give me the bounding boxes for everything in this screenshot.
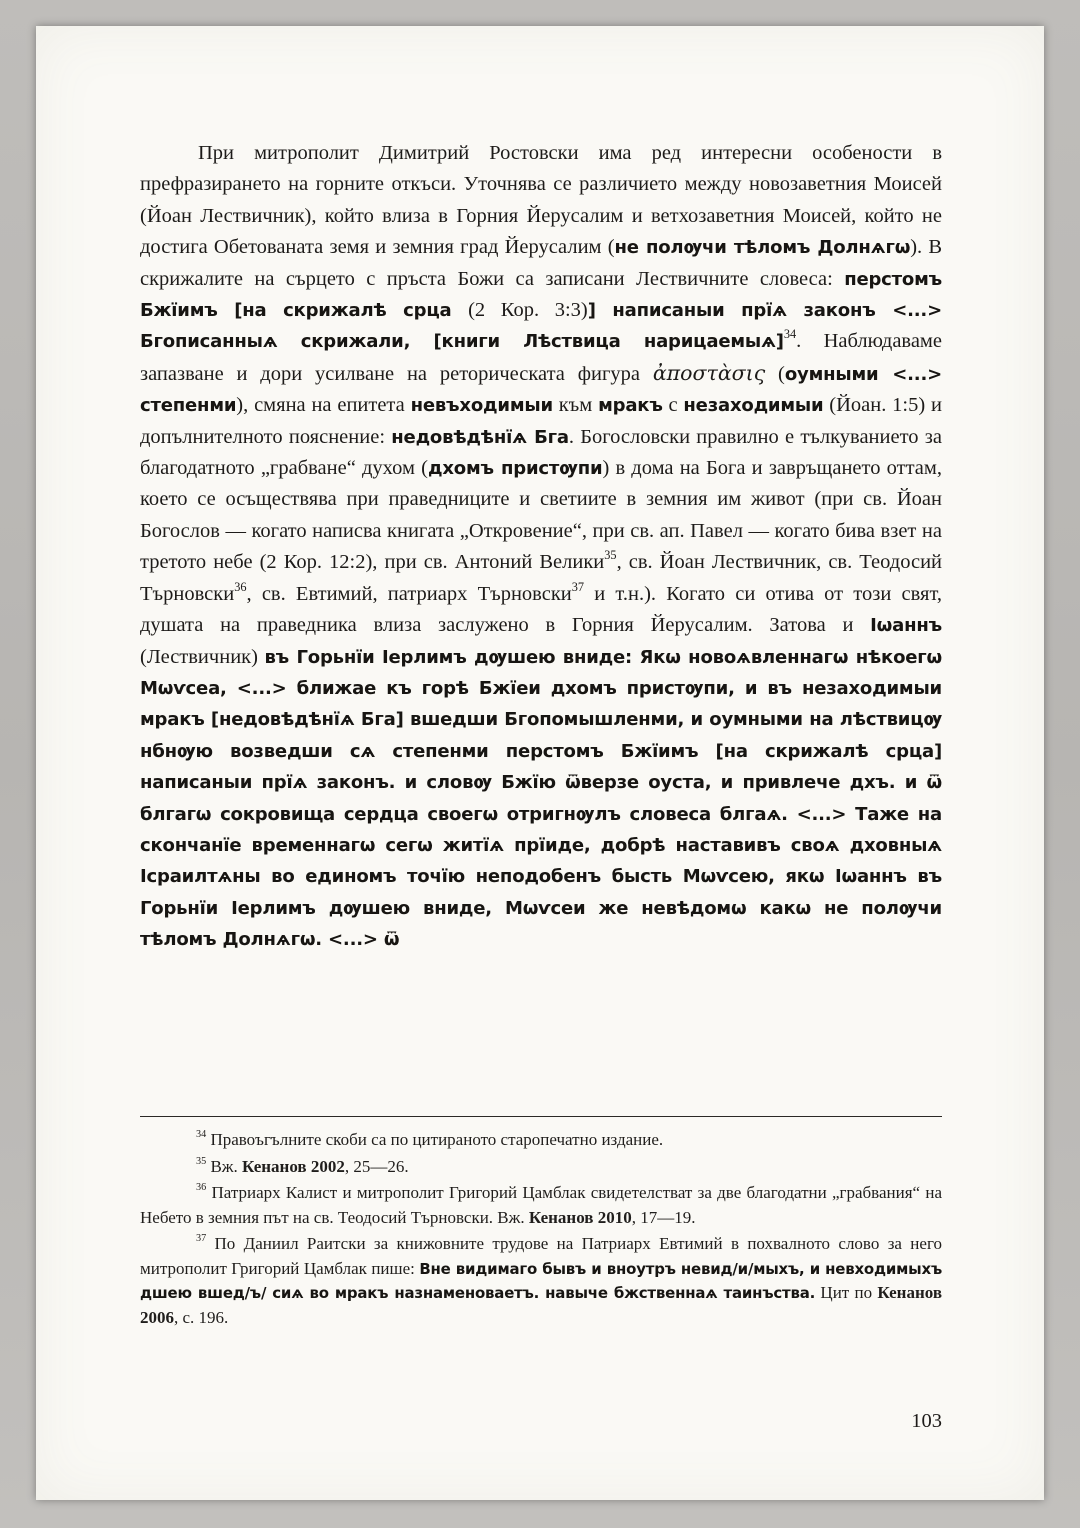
text-segment-greek: ἀποστὰσις	[652, 360, 766, 385]
footnote-ref: 37	[571, 579, 585, 594]
text-segment-cs: оумными <...> степенми	[140, 363, 943, 417]
text-segment-normal: Патриарх Калист и митрополит Григорий Цамблак свидетелстват за две благодатни „грабвания“ на Небето в земния път на св. Теодосий Търновски. Вж.	[140, 1183, 942, 1227]
body-paragraph	[140, 138, 942, 956]
footnote-ref: 35	[196, 1155, 207, 1167]
footnote-34	[140, 1128, 942, 1153]
text-segment-normal: . Богословски правилно е тълкуванието за благодатното „грабване“ духом (	[140, 425, 942, 480]
footnote-separator	[140, 1116, 942, 1117]
footnote-36	[140, 1181, 942, 1230]
text-segment-normal: По Даниил Раитски за книжовните трудове на Патриарх Евтимий в похвалното слово за него митрополит Григорий Цамблак пише:	[140, 1234, 942, 1278]
text-segment-cs: Іѡаннъ	[870, 615, 942, 637]
text-segment-cs: незаходимыи	[683, 395, 824, 417]
text-segment-normal: ). В скрижалите на сърцето с пръста Божи са записани Лествичните словеса:	[140, 236, 943, 290]
text-segment-normal: При митрополит Димитрий Ростовски има ред интересни особености в префразирането на горните откъси. Уточнява се различието между новозаветния Моисей (Йоан Лествичник), който влиза в Горния Йерусалим и ветхозаветния Моисей, който не достига Обетованата земя и земния град Йерусалим (	[140, 142, 942, 259]
book-page	[36, 26, 1044, 1500]
footnote-ref: 36	[234, 579, 247, 594]
footnote-ref: 34	[196, 1129, 207, 1141]
text-segment-cs: не полѹчи тѣломъ Долнѧгѡ	[614, 237, 911, 259]
text-segment-cs: мракъ	[598, 395, 663, 417]
text-segment-bold: Кенанов 2002	[242, 1156, 345, 1176]
text-segment-normal: . Наблюдаваме запазване и дори усилване на реторическата фигура	[140, 330, 943, 385]
text-segment-bold: Кенанов 2006	[140, 1283, 942, 1327]
text-segment-cs: въ Горьнїи Іерлимъ дѹшею вниде: Якѡ новоѧвленнагѡ нѣкоегѡ Мѡѵсеа, <...> ближае къ горѣ Бжїеи дхомъ пристѹпи, и въ незаходимыи мракъ [недовѣдѣнїѧ Бга] вшедши Бгопомышленми, и оумными на лѣствицѹ нбнѹю возведши сѧ степенми перстомъ Бжїимъ [на скрижалѣ срца] написаныи прїѧ законъ. и словѹ Бжїю ѿверзе оуста, и привлече дхъ. и ѿ блгагѡ сокровища сердца своегѡ отригнѹлъ словеса блгаѧ. <...> Таже на скончанїе временнагѡ сегѡ житїѧ прїиде, добрѣ наставивъ своѧ дховныѧ Ісраилтѧны во единомъ точїю неподобенъ бысть Мѡѵсею, якѡ Іѡаннъ въ Горьнїи Іерлимъ дѹшею вниде, Мѡѵсеи же невѣдомѡ какѡ не полѹчи тѣломъ Долнѧгѡ. <...> ѿ	[140, 646, 942, 951]
footnote-ref: 37	[196, 1233, 207, 1245]
text-segment-normal: , св. Йоан Лествичник, св. Теодосий Търновски	[140, 551, 943, 605]
text-segment-normal: и т.н.). Когато си отива от този свят, душата на праведника влиза заслужено в Горния Йерусалим. Затова и	[140, 582, 942, 637]
text-segment-normal: (Лествичник)	[140, 645, 265, 668]
footnote-ref: 36	[196, 1182, 207, 1194]
text-segment-normal: , св. Евтимий, патриарх Търновски	[246, 582, 572, 605]
page-number: 103	[911, 1410, 942, 1432]
text-segment-normal: ) в дома на Бога и завръщането оттам, което се осъществява при праведниците и светиите в земния им живот (при св. Йоан Богослов — когато написва книгата „Откровение“, при св. ап. Павел — когато бива взет на третото небе (2 Кор. 12:2), при св. Антоний Велики	[140, 457, 942, 574]
text-segment-normal: (2 Кор. 3:3)	[468, 299, 588, 322]
text-segment-cs: перстомъ Бжїимъ [на скрижалѣ срца	[140, 268, 942, 322]
text-segment-normal: (	[765, 362, 785, 385]
text-segment-cs: невъходимыи	[410, 395, 553, 417]
footnote-35	[140, 1155, 942, 1180]
text-segment-normal: , 17—19.	[631, 1207, 696, 1227]
text-segment-normal: Правоъгълните скоби са по цитираното старопечатно издание.	[206, 1130, 664, 1149]
text-segment-normal: Цит по	[815, 1283, 878, 1302]
text-segment-cs: ] написаныи прїѧ законъ <...> Бгописанныѧ скрижали, [книги Лѣствица нарицаемыѧ]	[140, 300, 942, 353]
text-segment-normal: към	[552, 394, 599, 417]
text-segment-normal: ), смяна на епитета	[236, 394, 411, 417]
footnote-ref: 34	[783, 327, 797, 342]
text-segment-normal: (Йоан. 1:5) и допълнителното пояснение:	[140, 394, 942, 448]
footnote-ref: 35	[604, 548, 617, 563]
text-segment-cs: недовѣдѣнїѧ Бга	[391, 426, 569, 448]
text-segment-bold: Кенанов 2010	[528, 1207, 632, 1227]
footnotes-section	[140, 1116, 942, 1332]
text-segment-normal: с	[662, 394, 684, 417]
footnote-37	[140, 1232, 942, 1330]
text-segment-normal: , с. 196.	[174, 1307, 229, 1327]
text-segment-cs: дхомъ пристѹпи	[427, 458, 603, 480]
text-segment-normal: , 25—26.	[344, 1156, 409, 1176]
text-segment-normal: Вж.	[206, 1156, 243, 1176]
text-segment-cs: Вне видимаго бывъ и вноутръ невид/и/мыхъ, и невходимыхъ дшею вшед/ъ/ сиѧ во мракъ назнаменоваетъ. навыче бжственнаѧ таинъства.	[140, 1259, 942, 1302]
